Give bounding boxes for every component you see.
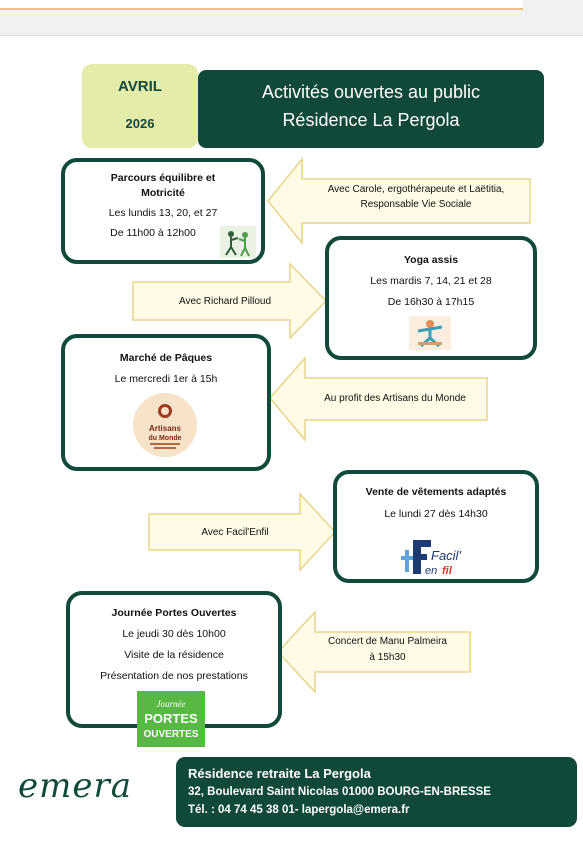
event-hours: De 16h30 à 17h15 — [387, 296, 475, 308]
logo-text-a: Journée — [156, 699, 186, 709]
event-title: Journée Portes Ouvertes — [111, 607, 237, 619]
footer-line-2: 32, Boulevard Saint Nicolas 01000 BOURG-EN-BRESSE — [188, 786, 491, 798]
event-dates: Les mardis 7, 14, 21 et 28 — [370, 275, 492, 287]
title-line-2: Résidence La Pergola — [282, 110, 460, 130]
arrow-5-text-line1: Concert de Manu Palmeira — [328, 636, 447, 647]
event-detail-2: Présentation de nos prestations — [100, 670, 248, 682]
footer-address-box — [176, 757, 577, 827]
artisans-du-monde-logo — [132, 392, 198, 458]
event-card-yoga — [325, 236, 537, 360]
event-card-parcours — [61, 158, 265, 264]
arrow-1-text-line2: Responsable Vie Sociale — [360, 199, 472, 210]
event-title: Parcours équilibre et — [110, 172, 216, 184]
exercise-illustration-icon — [220, 226, 256, 258]
event-card-marche — [61, 334, 271, 471]
event-dates: Le mercredi 1er à 15h — [114, 373, 218, 385]
event-title-2: Motricité — [141, 187, 185, 199]
event-detail-1: Visite de la résidence — [124, 649, 224, 661]
month-label: AVRIL — [118, 78, 162, 95]
year-label: 2026 — [125, 116, 155, 131]
arrow-5-text-line2: à 15h30 — [369, 652, 406, 663]
footer-line-3: Tél. : 04 74 45 38 01- lapergola@emera.fr — [188, 804, 410, 816]
portes-ouvertes-logo — [137, 691, 205, 747]
title-line-1: Activités ouvertes au public — [261, 82, 481, 102]
arrow-1-text-line1: Avec Carole, ergothérapeute et Laëtitia, — [327, 184, 505, 195]
event-title: Marché de Pâques — [119, 352, 213, 364]
facil-enfil-logo — [399, 536, 477, 578]
logo-text-a: Facil' — [431, 548, 461, 563]
event-title: Vente de vêtements adaptés — [365, 486, 507, 498]
arrow-5-text — [305, 636, 470, 663]
logo-text-c: OUVERTES — [143, 729, 199, 740]
logo-text-1: Artisans — [148, 424, 182, 433]
yoga-illustration-icon — [409, 316, 451, 350]
event-dates: Les lundis 13, 20, et 27 — [108, 207, 218, 219]
arrow-2-text: Avec Richard Pilloud — [178, 296, 272, 307]
footer-line-1: Résidence retraite La Pergola — [188, 766, 371, 781]
arrow-3-text: Au profit des Artisans du Monde — [324, 393, 466, 404]
arrow-1-text — [302, 184, 530, 210]
logo-text-2: du Monde — [148, 435, 182, 442]
emera-logo: emera — [18, 766, 133, 806]
event-dates: Le lundi 27 dès 14h30 — [384, 508, 488, 520]
event-date: Le jeudi 30 dès 10h00 — [122, 628, 226, 640]
logo-text-c: fil — [442, 565, 452, 577]
arrow-4-text: Avec Facil'Enfil — [201, 527, 269, 538]
logo-text-b: en — [425, 565, 438, 577]
event-title: Yoga assis — [403, 254, 459, 266]
event-hours: De 11h00 à 12h00 — [110, 227, 196, 239]
event-card-vente — [333, 470, 539, 583]
logo-text-b: PORTES — [144, 711, 198, 726]
